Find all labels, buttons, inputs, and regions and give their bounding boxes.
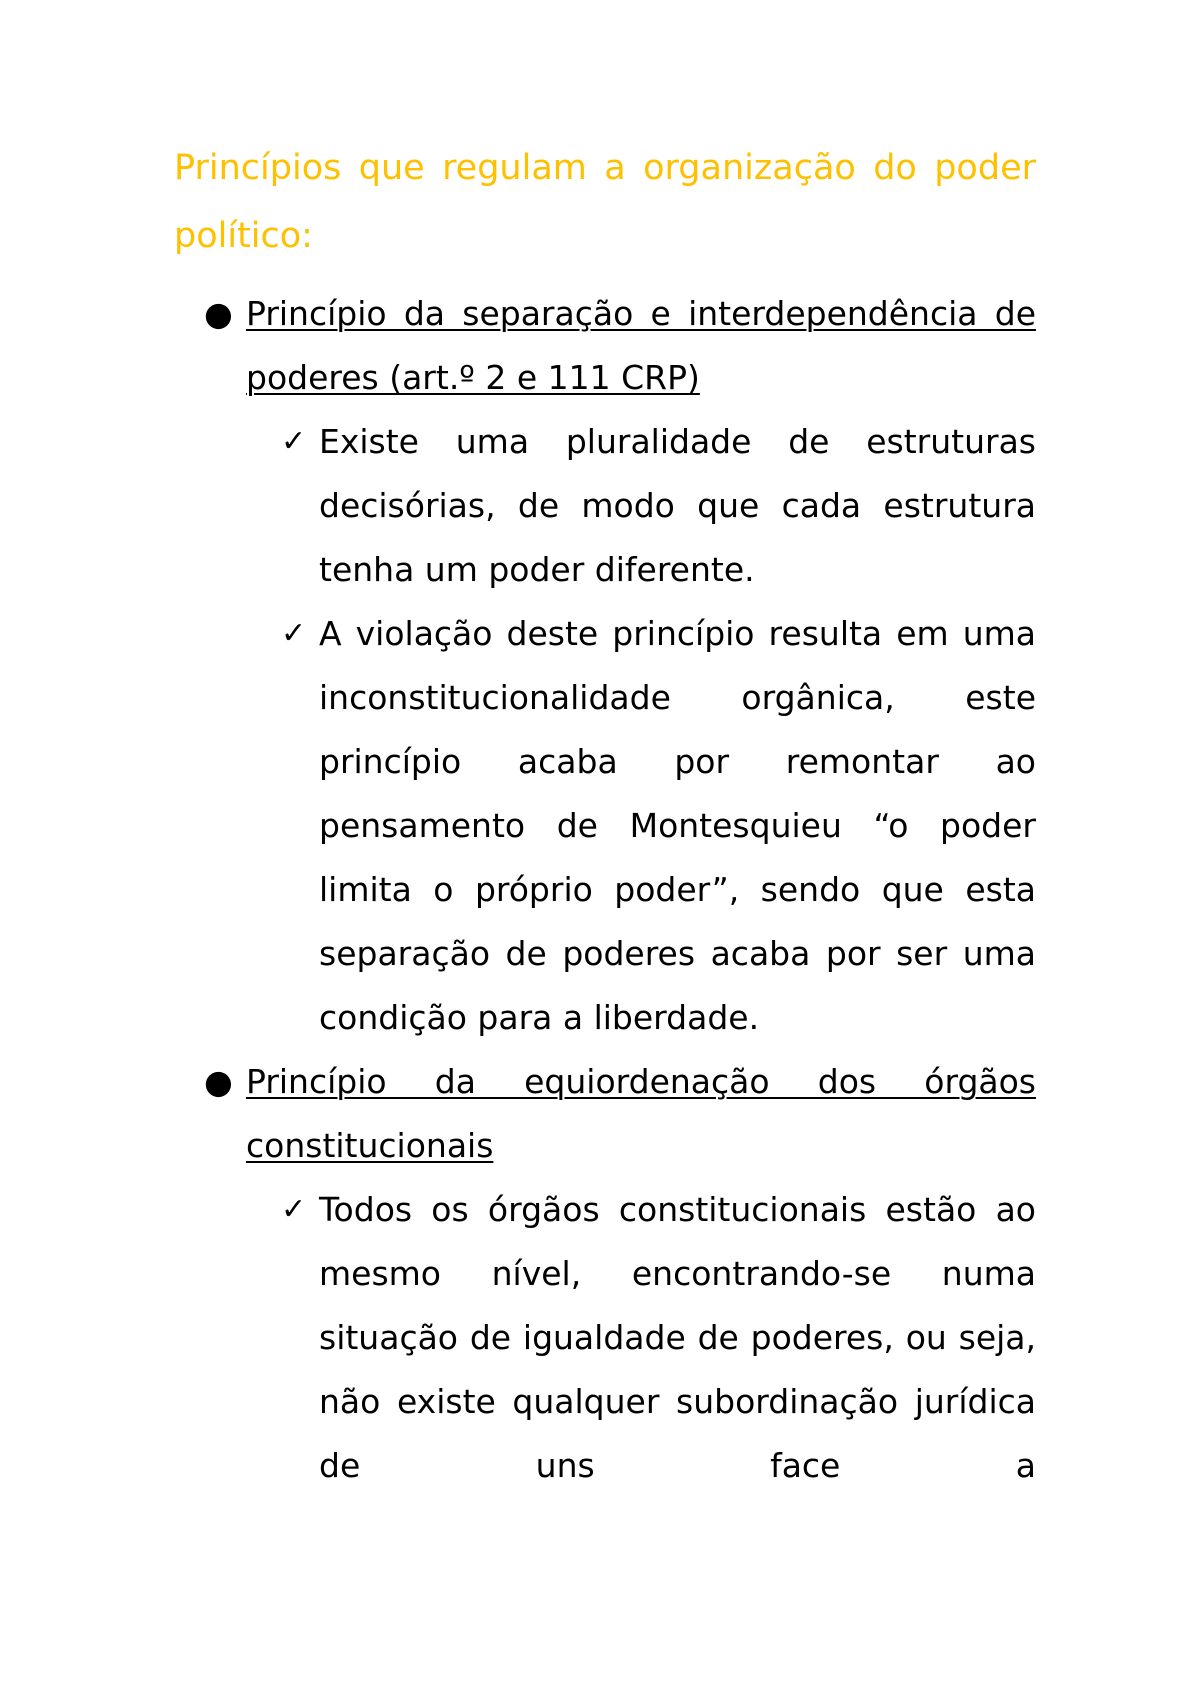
- section-point-text: A violação deste princípio resulta em uma inconstitucionalidade orgânica, este princípio acaba por remontar ao pensamento de Montesquieu “o poder limita o próprio poder”, sendo que esta separação de poderes acaba por ser uma condição para a liberdade.: [319, 614, 1036, 1037]
- section-heading-1: [174, 282, 1036, 410]
- checkmark-icon: ✓: [281, 1192, 307, 1227]
- bullet-dot-icon: ●: [204, 294, 233, 333]
- section-point: [174, 602, 1036, 1050]
- document-page: [174, 134, 1036, 1498]
- section-point-text: Todos os órgãos constitucionais estão ao mesmo nível, encontrando-se numa situação de igualdade de poderes, ou seja, não existe qualquer subordinação jurídica de uns face a: [319, 1190, 1036, 1485]
- section-heading-text: Princípio da equiordenação dos órgãos constitucionais: [246, 1062, 1036, 1165]
- section-heading-2: [174, 1050, 1036, 1178]
- section-heading-text: Princípio da separação e interdependência de poderes (art.º 2 e 111 CRP): [246, 294, 1036, 397]
- checkmark-icon: ✓: [281, 616, 307, 651]
- section-point-text: Existe uma pluralidade de estruturas decisórias, de modo que cada estrutura tenha um poder diferente.: [319, 422, 1036, 589]
- section-point: [174, 410, 1036, 602]
- section-point: [174, 1178, 1036, 1498]
- checkmark-icon: ✓: [281, 424, 307, 459]
- bullet-dot-icon: ●: [204, 1062, 233, 1101]
- document-title: Princípios que regulam a organização do poder político:: [174, 148, 1036, 256]
